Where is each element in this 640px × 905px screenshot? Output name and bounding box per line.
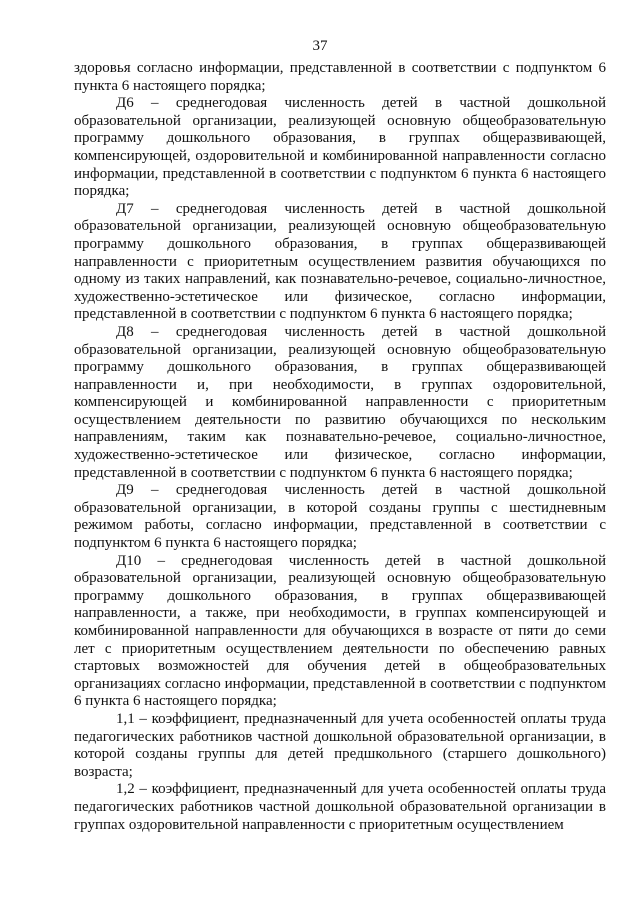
paragraph-d7: Д7 – среднегодовая численность детей в частной дошкольной образовательной организации, реализующей основную общеобразовательную программу дошкольного образования, в группах общеразвивающей направленности с приоритетным осуществлением развития обучающихся по одному из таких направлений, как познавательно-речевое, социально-личностное, художественно-эстетическое или физическое, согласно информации, представленной в соответствии с подпунктом 6 пункта 6 настоящего порядка; — [74, 200, 606, 323]
paragraph-d8: Д8 – среднегодовая численность детей в частной дошкольной образовательной организации, реализующей основную общеобразовательную программу дошкольного образования, в группах общеразвивающей направленности и, при необходимости, в группах оздоровительной, компенсирующей и комбинированной направленности с приоритетным осуществлением деятельности по развитию обучающихся по нескольким направлениям, таким как познавательно-речевое, социально-личностное, художественно-эстетическое или физическое, согласно информации, представленной в соответствии с подпунктом 6 пункта 6 настоящего порядка; — [74, 323, 606, 481]
paragraph-coefficient-1-1: 1,1 – коэффициент, предназначенный для учета особенностей оплаты труда педагогических работников частной дошкольной образовательной организации, в которой созданы группы для детей предшкольного (старшего дошкольного) возраста; — [74, 710, 606, 780]
paragraph-d9: Д9 – среднегодовая численность детей в частной дошкольной образовательной организации, в которой созданы группы с шестидневным режимом работы, согласно информации, представленной в соответствии с подпунктом 6 пункта 6 настоящего порядка; — [74, 482, 606, 552]
paragraph-coefficient-1-2: 1,2 – коэффициент, предназначенный для учета особенностей оплаты труда педагогических работников частной дошкольной образовательной организации в группах оздоровительной направленности с приоритетным осуществлением — [74, 781, 606, 833]
document-body — [74, 60, 606, 834]
paragraph-continuation: здоровья согласно информации, представленной в соответствии с подпунктом 6 пункта 6 настоящего порядка; — [74, 60, 606, 94]
page-number: 37 — [312, 38, 328, 54]
paragraph-d10: Д10 – среднегодовая численность детей в частной дошкольной образовательной организации, реализующей основную общеобразовательную программу дошкольного образования, в группах общеразвивающей направленности, а также, при необходимости, в группах компенсирующей и комбинированной направленности для обучающихся в возрасте от пяти до семи лет с приоритетным осуществлением деятельности по обеспечению равных стартовых возможностей для обучения детей в общеобразовательных организациях согласно информации, представленной в соответствии с подпунктом 6 пункта 6 настоящего порядка; — [74, 552, 606, 710]
paragraph-d6: Д6 – среднегодовая численность детей в частной дошкольной образовательной организации, реализующей основную общеобразовательную программу дошкольного образования, в группах общеразвивающей, компенсирующей, оздоровительной и комбинированной направленности согласно информации, представленной в соответствии с подпунктом 6 пункта 6 настоящего порядка; — [74, 95, 606, 200]
